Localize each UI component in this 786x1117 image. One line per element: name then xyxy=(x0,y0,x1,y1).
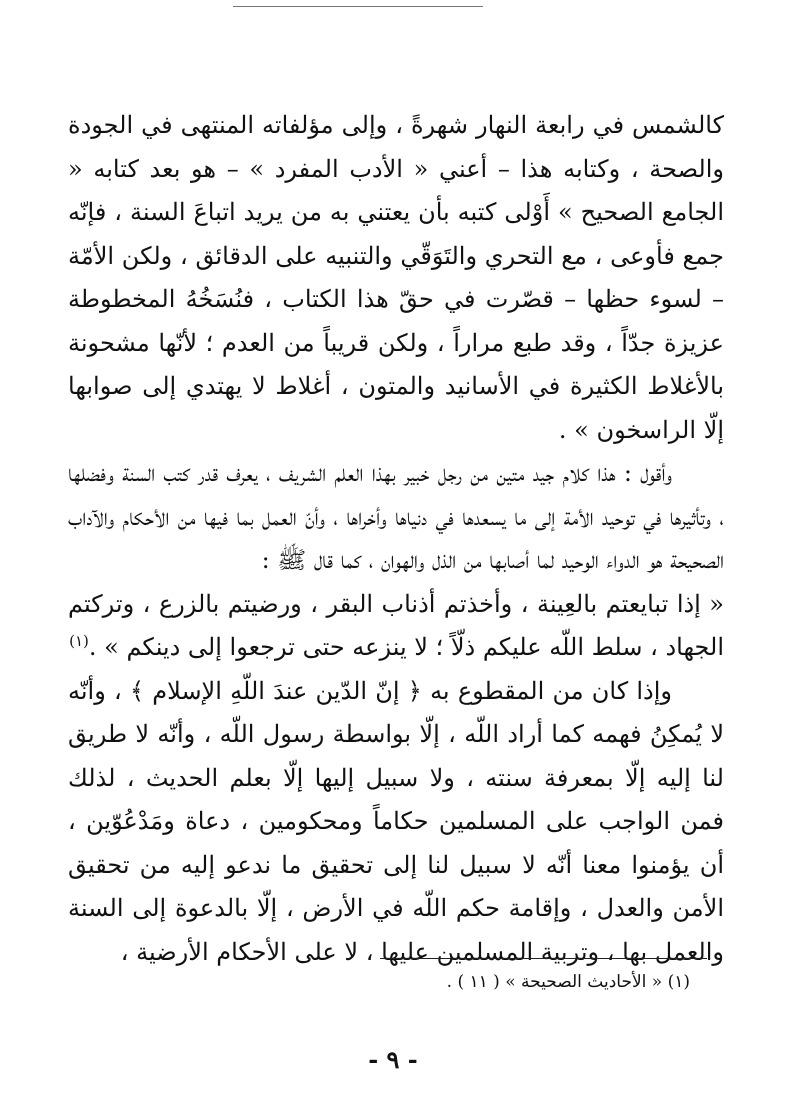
page-body xyxy=(68,104,724,974)
body-paragraph-4: وإذا كان من المقطوع به ﴿ إنّ الدّين عندَ اللّهِ الإسلام ﴾ ، وأنّه لا يُمكِنُ فهمه كما أراد اللّه ، إلّا بواسطة رسول اللّه ، وأنّه لا طريق لنا إليه إلّا بمعرفة سنته ، ولا سبيل إليها إلّا بعلم الحديث ، لذلك فمن الواجب على المسلمين حكاماً ومحكومين ، دعاة ومَدْعُوّين ، أن يؤمنوا معنا أنّه لا سبيل لنا إلى تحقيق ما ندعو إليه من تحقيق الأمن والعدل ، وإقامة حكم اللّه في الأرض ، إلّا بالدعوة إلى السنة والعمل بها ، وتربية المسلمين عليها ، لا على الأحكام الأرضية ، xyxy=(68,676,725,966)
footnote-separator-rule xyxy=(380,958,707,959)
footnote-reference-mark: (١) xyxy=(69,632,89,650)
page-number: - ٩ - xyxy=(368,1045,418,1074)
body-paragraph-1: كالشمس في رابعة النهار شهرةً ، وإلى مؤلفاته المنتهى في الجودة والصحة ، وكتابه هذا – أعني « الأدب المفرد » – هو بعد كتابه « الجامع الصحيح » أَوْلى كتبه بأن يعتني به من يريد اتباعَ السنة ، فإنّه جمع فأوعى ، مع التحري والتَوَقّي والتنبيه على الدقائق ، ولكن الأمّة – لسوء حظها – قصّرت في حقّ هذا الكتاب ، فنُسَخُهُ المخطوطة عزيزة جدّاً ، وقد طبع مراراً ، ولكن قريباً من العدم ؛ لأنّها مشحونة بالأغلاط الكثيرة في الأسانيد والمتون ، أغلاط لا يهتدي إلى صوابها إلّا الراسخون » . xyxy=(68,111,724,444)
hadith-quote-paragraph xyxy=(68,583,724,670)
footnote-text: (١) « الأحاديث الصحيحة » ( ١١ ) . xyxy=(446,972,690,992)
hadith-quote-text: « إذا تبايعتم بالعِينة ، وأخذتم أذناب البقر ، ورضيتم بالزرع ، وتركتم الجهاد ، سلط اللّه عليكم ذلّاً ؛ لا ينزعه حتى ترجعوا إلى دينكم » . xyxy=(68,589,724,661)
top-decorative-rule xyxy=(233,6,483,7)
body-paragraph-2: وأقول : هذا كلام جيد متين من رجل خبير بهذا العلم الشريف ، يعرف قدر كتب السنة وفضلها ، وتأثيرها في توحيد الأمة إلى ما يسعدها في دنياها وأخراها ، وأنّ العمل بما فيها من الأحكام والآداب الصحيحة هو الدواء الوحيد لما أصابها من الذل والهوان ، كما قال ﷺ : xyxy=(68,459,724,574)
